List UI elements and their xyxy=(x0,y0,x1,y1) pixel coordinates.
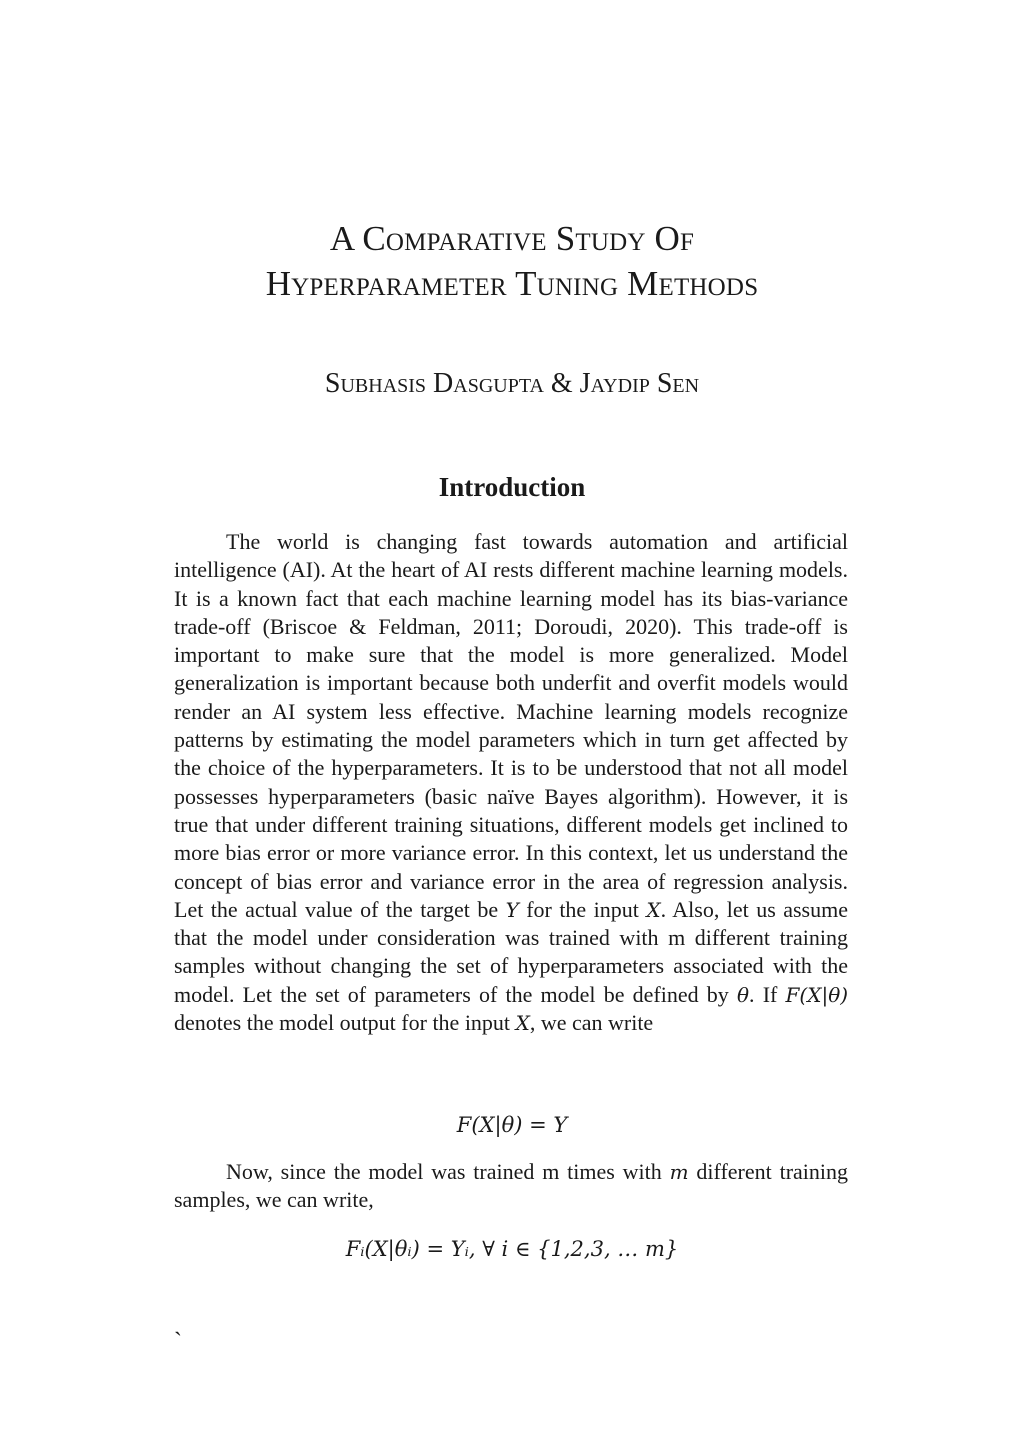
para1-text-5: denotes the model output for the input xyxy=(174,1010,511,1036)
equation-1: F(X|θ) = Y xyxy=(456,1113,568,1137)
title-line-1: A Comparative Study Of xyxy=(329,219,695,258)
para1-text-6: , we can write xyxy=(529,1010,654,1036)
para1-text-3: . Also, let us assume that the model under consideration was trained with m different training samples without changing the set of hyperparameters associated with the model. Let the set of parameters of the model be defined by xyxy=(174,896,848,1007)
section-heading-introduction: Introduction xyxy=(438,472,586,502)
title-line-2: Hyperparameter Tuning Methods xyxy=(265,264,759,303)
math-f-x-theta: F(X|θ) xyxy=(785,982,849,1007)
second-paragraph xyxy=(174,1158,848,1215)
para1-text-4: . If xyxy=(749,981,778,1007)
math-y: Y xyxy=(505,897,519,922)
equation-2: Fᵢ(X|θᵢ) = Yᵢ, ∀ i ∈ {1,2,3, … m} xyxy=(345,1237,679,1261)
para2-text-1: Now, since the model was trained m times with xyxy=(226,1159,662,1184)
math-x: X xyxy=(646,897,661,922)
author-line: Subhasis Dasgupta & Jaydip Sen xyxy=(324,368,700,399)
para1-text-2: for the input xyxy=(526,896,639,922)
para2-text-2: different training samples, we can write, xyxy=(174,1159,849,1213)
math-m: m xyxy=(669,1160,689,1184)
paper-title xyxy=(0,216,1024,306)
math-x-2: X xyxy=(515,1011,530,1036)
math-theta: θ xyxy=(736,982,750,1007)
intro-paragraph xyxy=(174,528,848,1037)
footer-mark: ` xyxy=(174,1329,182,1355)
para1-text-1: The world is changing fast towards automation and artificial intelligence (AI). At the heart of AI rests different machine learning models. It is a known fact that each machine learning model has its bias-variance trade-off (Briscoe & Feldman, 2011; Doroudi, 2020). This trade-off is important to make sure that the model is more generalized. Model generalization is important because both underfit and overfit models would render an AI system less effective. Machine learning models recognize patterns by estimating the model parameters which in turn get affected by the choice of the hyperparameters. It is to be understood that not all model possesses hyperparameters (basic naïve Bayes algorithm). However, it is true that under different training situations, different models get inclined to more bias error or more variance error. In this context, let us understand the concept of bias error and variance error in the area of regression analysis. Let the actual value of the target be xyxy=(174,529,848,922)
